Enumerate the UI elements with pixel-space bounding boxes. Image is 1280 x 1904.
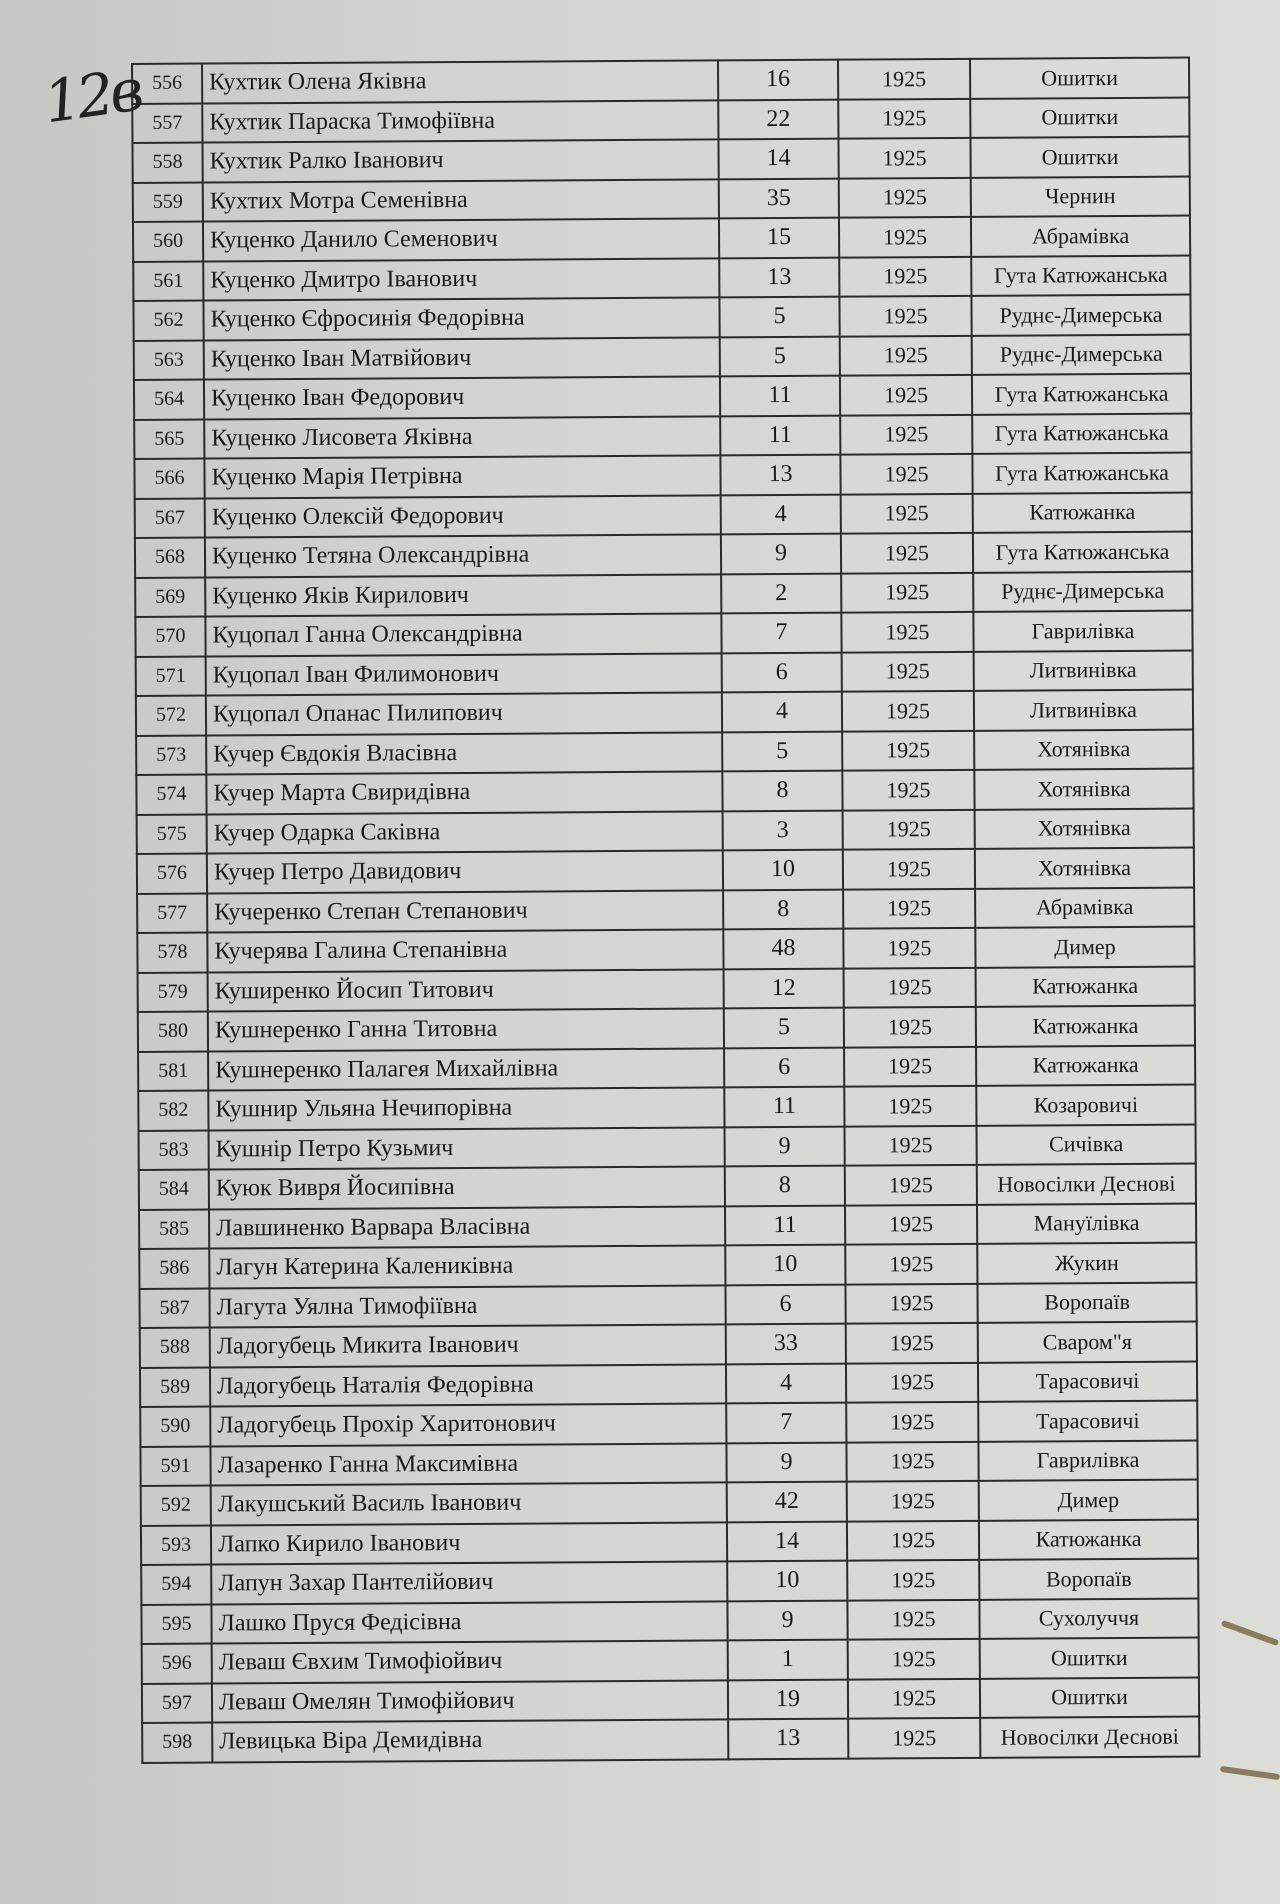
year-cell: 1925: [844, 967, 976, 1007]
village-cell: Воропаїв: [979, 1559, 1198, 1600]
age-cell: 48: [723, 929, 843, 969]
person-name-cell: Куценко Лисовета Яківна: [204, 416, 720, 459]
age-cell: 6: [724, 1047, 844, 1087]
table-row: [142, 1677, 1199, 1723]
age-cell: 10: [725, 1245, 845, 1285]
age-cell: 11: [725, 1205, 845, 1245]
person-name-cell: Куценко Дмитро Іванович: [203, 258, 719, 301]
person-name-cell: Лазаренко Ганна Максимівна: [210, 1443, 726, 1486]
year-cell: 1925: [847, 1520, 979, 1560]
row-number-cell: 575: [137, 814, 207, 854]
village-cell: Катюжанка: [976, 966, 1195, 1007]
row-number-cell: 597: [142, 1683, 212, 1723]
village-cell: Сичівка: [977, 1124, 1196, 1165]
table-row: [137, 927, 1194, 973]
age-cell: 9: [726, 1442, 846, 1482]
row-number-cell: 589: [140, 1367, 210, 1407]
village-cell: Хотянівка: [975, 848, 1194, 889]
person-name-cell: Лапун Захар Пантелійович: [211, 1561, 727, 1604]
row-number-cell: 595: [141, 1604, 211, 1644]
age-cell: 12: [724, 968, 844, 1008]
table-row: [136, 650, 1193, 696]
year-cell: 1925: [839, 296, 971, 336]
handwritten-folio-number: 12в: [39, 55, 144, 137]
year-cell: 1925: [839, 217, 971, 257]
person-name-cell: Кучерява Галина Степанівна: [207, 929, 723, 972]
row-number-cell: 564: [134, 380, 204, 420]
village-cell: Гаврилівка: [978, 1440, 1197, 1481]
year-cell: 1925: [839, 177, 971, 217]
table-row: [133, 255, 1190, 301]
person-name-cell: Лашко Пруся Федісівна: [211, 1601, 727, 1644]
row-number-cell: 585: [139, 1209, 209, 1249]
village-cell: Хотянівка: [975, 808, 1194, 849]
year-cell: 1925: [843, 849, 975, 889]
village-cell: Катюжанка: [976, 1006, 1195, 1047]
table-row: [140, 1361, 1197, 1407]
person-name-cell: Кучер Євдокія Власівна: [206, 732, 722, 775]
person-name-cell: Куширенко Йосип Титович: [208, 969, 724, 1012]
age-cell: 35: [719, 178, 839, 218]
year-cell: 1925: [840, 454, 972, 494]
year-cell: 1925: [843, 809, 975, 849]
person-name-cell: Кушнеренко Палагея Михайлівна: [208, 1048, 724, 1091]
row-number-cell: 580: [138, 1012, 208, 1052]
village-cell: Сваром"я: [978, 1322, 1197, 1363]
person-name-cell: Ладогубець Прохір Харитонович: [210, 1403, 726, 1446]
table-row: [132, 58, 1189, 104]
year-cell: 1925: [841, 533, 973, 573]
year-cell: 1925: [847, 1481, 979, 1521]
year-cell: 1925: [842, 691, 974, 731]
year-cell: 1925: [845, 1283, 977, 1323]
village-cell: Воропаїв: [977, 1282, 1196, 1323]
person-name-cell: Куценко Олексій Федорович: [205, 495, 721, 538]
person-name-cell: Куценко Іван Федорович: [204, 376, 720, 419]
village-cell: Ошитки: [970, 137, 1189, 178]
row-number-cell: 570: [135, 617, 205, 657]
year-cell: 1925: [846, 1362, 978, 1402]
row-number-cell: 569: [135, 577, 205, 617]
village-cell: Гута Катюжанська: [973, 532, 1192, 573]
row-number-cell: 590: [140, 1407, 210, 1447]
age-cell: 11: [720, 376, 840, 416]
age-cell: 6: [725, 1284, 845, 1324]
age-cell: 19: [728, 1679, 848, 1719]
table-row: [139, 1243, 1196, 1289]
year-cell: 1925: [845, 1125, 977, 1165]
table-row: [134, 413, 1191, 459]
table-row: [140, 1322, 1197, 1368]
row-number-cell: 562: [133, 301, 203, 341]
person-name-cell: Кухтих Мотра Семенівна: [203, 179, 719, 222]
year-cell: 1925: [845, 1244, 977, 1284]
row-number-cell: 556: [132, 64, 202, 104]
table-row: [142, 1638, 1199, 1684]
age-cell: 22: [718, 99, 838, 139]
person-name-cell: Кухтик Олена Яківна: [202, 60, 718, 103]
year-cell: 1925: [848, 1678, 980, 1718]
person-name-cell: Лагун Катерина Калениківна: [209, 1245, 725, 1288]
age-cell: 33: [726, 1324, 846, 1364]
year-cell: 1925: [843, 928, 975, 968]
table-row: [137, 848, 1194, 894]
row-number-cell: 566: [134, 459, 204, 499]
age-cell: 10: [727, 1561, 847, 1601]
row-number-cell: 557: [132, 103, 202, 143]
row-number-cell: 596: [142, 1644, 212, 1684]
person-name-cell: Кушнір Петро Кузьмич: [209, 1127, 725, 1170]
row-number-cell: 558: [132, 143, 202, 183]
village-cell: Абрамівка: [975, 887, 1194, 928]
age-cell: 13: [728, 1719, 848, 1759]
village-cell: Сухолуччя: [979, 1598, 1198, 1639]
table-row: [135, 492, 1192, 538]
year-cell: 1925: [846, 1441, 978, 1481]
village-cell: Литвинівка: [974, 650, 1193, 691]
row-number-cell: 577: [137, 893, 207, 933]
village-cell: Гута Катюжанська: [972, 374, 1191, 415]
table-row: [138, 1006, 1195, 1052]
village-cell: Гаврилівка: [973, 611, 1192, 652]
age-cell: 8: [723, 889, 843, 929]
row-number-cell: 582: [138, 1091, 208, 1131]
row-number-cell: 591: [140, 1446, 210, 1486]
year-cell: 1925: [846, 1323, 978, 1363]
row-number-cell: 560: [133, 222, 203, 262]
village-cell: Катюжанка: [973, 492, 1192, 533]
table-row: [135, 611, 1192, 657]
year-cell: 1925: [844, 1007, 976, 1047]
row-number-cell: 567: [135, 498, 205, 538]
age-cell: 11: [720, 415, 840, 455]
age-cell: 14: [718, 139, 838, 179]
person-name-cell: Кухтик Параска Тимофіївна: [202, 100, 718, 143]
table-row: [141, 1480, 1198, 1526]
year-cell: 1925: [848, 1639, 980, 1679]
row-number-cell: 594: [141, 1565, 211, 1605]
year-cell: 1925: [848, 1718, 980, 1758]
row-number-cell: 586: [139, 1249, 209, 1289]
village-cell: Гута Катюжанська: [972, 413, 1191, 454]
person-name-cell: Ладогубець Микита Іванович: [210, 1324, 726, 1367]
age-cell: 16: [718, 60, 838, 100]
row-number-cell: 565: [134, 419, 204, 459]
age-cell: 5: [722, 731, 842, 771]
row-number-cell: 579: [138, 972, 208, 1012]
year-cell: 1925: [839, 256, 971, 296]
row-number-cell: 573: [136, 735, 206, 775]
village-cell: Катюжанка: [976, 1045, 1195, 1086]
table-row: [141, 1598, 1198, 1644]
year-cell: 1925: [840, 375, 972, 415]
table-row: [133, 295, 1190, 341]
person-name-cell: Кушнир Ульяна Нечипорівна: [208, 1087, 724, 1130]
age-cell: 7: [726, 1403, 846, 1443]
village-cell: Руднє-Димерська: [972, 334, 1191, 375]
village-cell: Тарасовичі: [978, 1361, 1197, 1402]
row-number-cell: 584: [139, 1170, 209, 1210]
person-name-cell: Куцопал Опанас Пилипович: [206, 692, 722, 735]
table-row: [142, 1717, 1199, 1763]
age-cell: 14: [727, 1521, 847, 1561]
village-cell: Хотянівка: [974, 769, 1193, 810]
table-row: [134, 453, 1191, 499]
village-cell: Ошитки: [970, 58, 1189, 99]
row-number-cell: 561: [133, 261, 203, 301]
person-name-cell: Куюк Вивря Йосипівна: [209, 1166, 725, 1209]
age-cell: 4: [726, 1363, 846, 1403]
age-cell: 8: [722, 771, 842, 811]
table-row: [141, 1519, 1198, 1565]
village-cell: Новосілки Деснові: [977, 1164, 1196, 1205]
table-row: [140, 1440, 1197, 1486]
age-cell: 8: [725, 1166, 845, 1206]
row-number-cell: 568: [135, 538, 205, 578]
village-cell: Гута Катюжанська: [972, 453, 1191, 494]
village-cell: Жукин: [977, 1243, 1196, 1284]
row-number-cell: 583: [139, 1130, 209, 1170]
year-cell: 1925: [842, 770, 974, 810]
age-cell: 2: [721, 573, 841, 613]
year-cell: 1925: [841, 612, 973, 652]
table-row: [133, 176, 1190, 222]
table-row: [138, 1045, 1195, 1091]
person-name-cell: Куценко Тетяна Олександрівна: [205, 534, 721, 577]
row-number-cell: 571: [136, 656, 206, 696]
table-row: [135, 532, 1192, 578]
table-row: [134, 334, 1191, 380]
row-number-cell: 592: [141, 1486, 211, 1526]
village-cell: Абрамівка: [971, 216, 1190, 257]
table-row: [136, 690, 1193, 736]
village-cell: Ошитки: [970, 97, 1189, 138]
age-cell: 3: [723, 810, 843, 850]
year-cell: 1925: [842, 730, 974, 770]
table-row: [141, 1559, 1198, 1605]
year-cell: 1925: [838, 59, 970, 99]
person-name-cell: Куценко Єфросинія Федорівна: [203, 297, 719, 340]
person-name-cell: Лакушський Василь Іванович: [211, 1482, 727, 1525]
age-cell: 4: [721, 494, 841, 534]
age-cell: 5: [719, 297, 839, 337]
person-name-cell: Кучер Петро Давидович: [207, 850, 723, 893]
row-number-cell: 581: [138, 1051, 208, 1091]
person-name-cell: Леваш Омелян Тимофійович: [212, 1680, 728, 1723]
person-name-cell: Куценко Іван Матвійович: [204, 337, 720, 380]
village-cell: Димер: [979, 1480, 1198, 1521]
table-row: [139, 1164, 1196, 1210]
year-cell: 1925: [844, 1046, 976, 1086]
table-row: [137, 808, 1194, 854]
person-name-cell: Лавшиненко Варвара Власівна: [209, 1206, 725, 1249]
row-number-cell: 598: [142, 1723, 212, 1763]
village-cell: Хотянівка: [974, 729, 1193, 770]
table-row: [139, 1203, 1196, 1249]
year-cell: 1925: [844, 1086, 976, 1126]
village-cell: Гута Катюжанська: [971, 255, 1190, 296]
village-cell: Мануїлівка: [977, 1203, 1196, 1244]
person-name-cell: Кушнеренко Ганна Титовна: [208, 1008, 724, 1051]
person-name-cell: Куценко Данило Семенович: [203, 218, 719, 261]
row-number-cell: 593: [141, 1525, 211, 1565]
person-name-cell: Куцопал Іван Филимонович: [206, 653, 722, 696]
table-row: [136, 769, 1193, 815]
age-cell: 13: [719, 257, 839, 297]
village-cell: Руднє-Димерська: [973, 571, 1192, 612]
year-cell: 1925: [840, 335, 972, 375]
row-number-cell: 572: [136, 696, 206, 736]
table-row: [132, 97, 1189, 143]
person-name-cell: Кучеренко Степан Степанович: [207, 890, 723, 933]
age-cell: 5: [724, 1008, 844, 1048]
row-number-cell: 559: [133, 182, 203, 222]
person-name-cell: Куцопал Ганна Олександрівна: [205, 613, 721, 656]
table-row: [139, 1124, 1196, 1170]
table-row: [138, 1085, 1195, 1131]
village-cell: Ошитки: [980, 1638, 1199, 1679]
age-cell: 13: [720, 455, 840, 495]
village-cell: Козаровичі: [976, 1085, 1195, 1126]
age-cell: 9: [727, 1600, 847, 1640]
row-number-cell: 588: [140, 1328, 210, 1368]
person-name-cell: Лапко Кирило Іванович: [211, 1522, 727, 1565]
row-number-cell: 587: [139, 1288, 209, 1328]
year-cell: 1925: [840, 414, 972, 454]
person-name-cell: Кучер Марта Свиридівна: [206, 771, 722, 814]
table-row: [132, 137, 1189, 183]
year-cell: 1925: [845, 1204, 977, 1244]
village-cell: Чернин: [971, 176, 1190, 217]
person-name-cell: Ладогубець Наталія Федорівна: [210, 1364, 726, 1407]
village-cell: Руднє-Димерська: [971, 295, 1190, 336]
village-cell: Димер: [975, 927, 1194, 968]
village-cell: Катюжанка: [979, 1519, 1198, 1560]
register-table: [131, 57, 1200, 1764]
year-cell: 1925: [846, 1402, 978, 1442]
person-name-cell: Кучер Одарка Саківна: [207, 811, 723, 854]
row-number-cell: 563: [134, 340, 204, 380]
age-cell: 1: [728, 1640, 848, 1680]
age-cell: 9: [721, 534, 841, 574]
table-row: [138, 966, 1195, 1012]
year-cell: 1925: [841, 493, 973, 533]
age-cell: 7: [721, 613, 841, 653]
age-cell: 11: [724, 1087, 844, 1127]
age-cell: 15: [719, 218, 839, 258]
row-number-cell: 574: [136, 775, 206, 815]
table-row: [135, 571, 1192, 617]
village-cell: Новосілки Деснові: [980, 1717, 1199, 1758]
village-cell: Литвинівка: [974, 690, 1193, 731]
person-name-cell: Куценко Марія Петрівна: [204, 455, 720, 498]
person-name-cell: Левицька Віра Демидівна: [212, 1719, 728, 1762]
age-cell: 10: [723, 850, 843, 890]
table-row: [139, 1282, 1196, 1328]
table-row: [136, 729, 1193, 775]
year-cell: 1925: [838, 138, 970, 178]
village-cell: Тарасовичі: [978, 1401, 1197, 1442]
row-number-cell: 578: [137, 933, 207, 973]
age-cell: 6: [722, 652, 842, 692]
year-cell: 1925: [847, 1599, 979, 1639]
year-cell: 1925: [842, 651, 974, 691]
year-cell: 1925: [841, 572, 973, 612]
village-cell: Ошитки: [980, 1677, 1199, 1718]
age-cell: 4: [722, 692, 842, 732]
person-name-cell: Куценко Яків Кирилович: [205, 574, 721, 617]
age-cell: 42: [727, 1482, 847, 1522]
year-cell: 1925: [843, 888, 975, 928]
table-row: [137, 887, 1194, 933]
row-number-cell: 576: [137, 854, 207, 894]
table-row: [133, 216, 1190, 262]
person-name-cell: Леваш Євхим Тимофіойвич: [212, 1640, 728, 1683]
age-cell: 9: [725, 1126, 845, 1166]
table-row: [140, 1401, 1197, 1447]
person-name-cell: Лагута Уялна Тимофіївна: [209, 1285, 725, 1328]
year-cell: 1925: [838, 98, 970, 138]
age-cell: 5: [720, 336, 840, 376]
year-cell: 1925: [845, 1165, 977, 1205]
table-row: [134, 374, 1191, 420]
year-cell: 1925: [847, 1560, 979, 1600]
person-name-cell: Кухтик Ралко Іванович: [202, 139, 718, 182]
